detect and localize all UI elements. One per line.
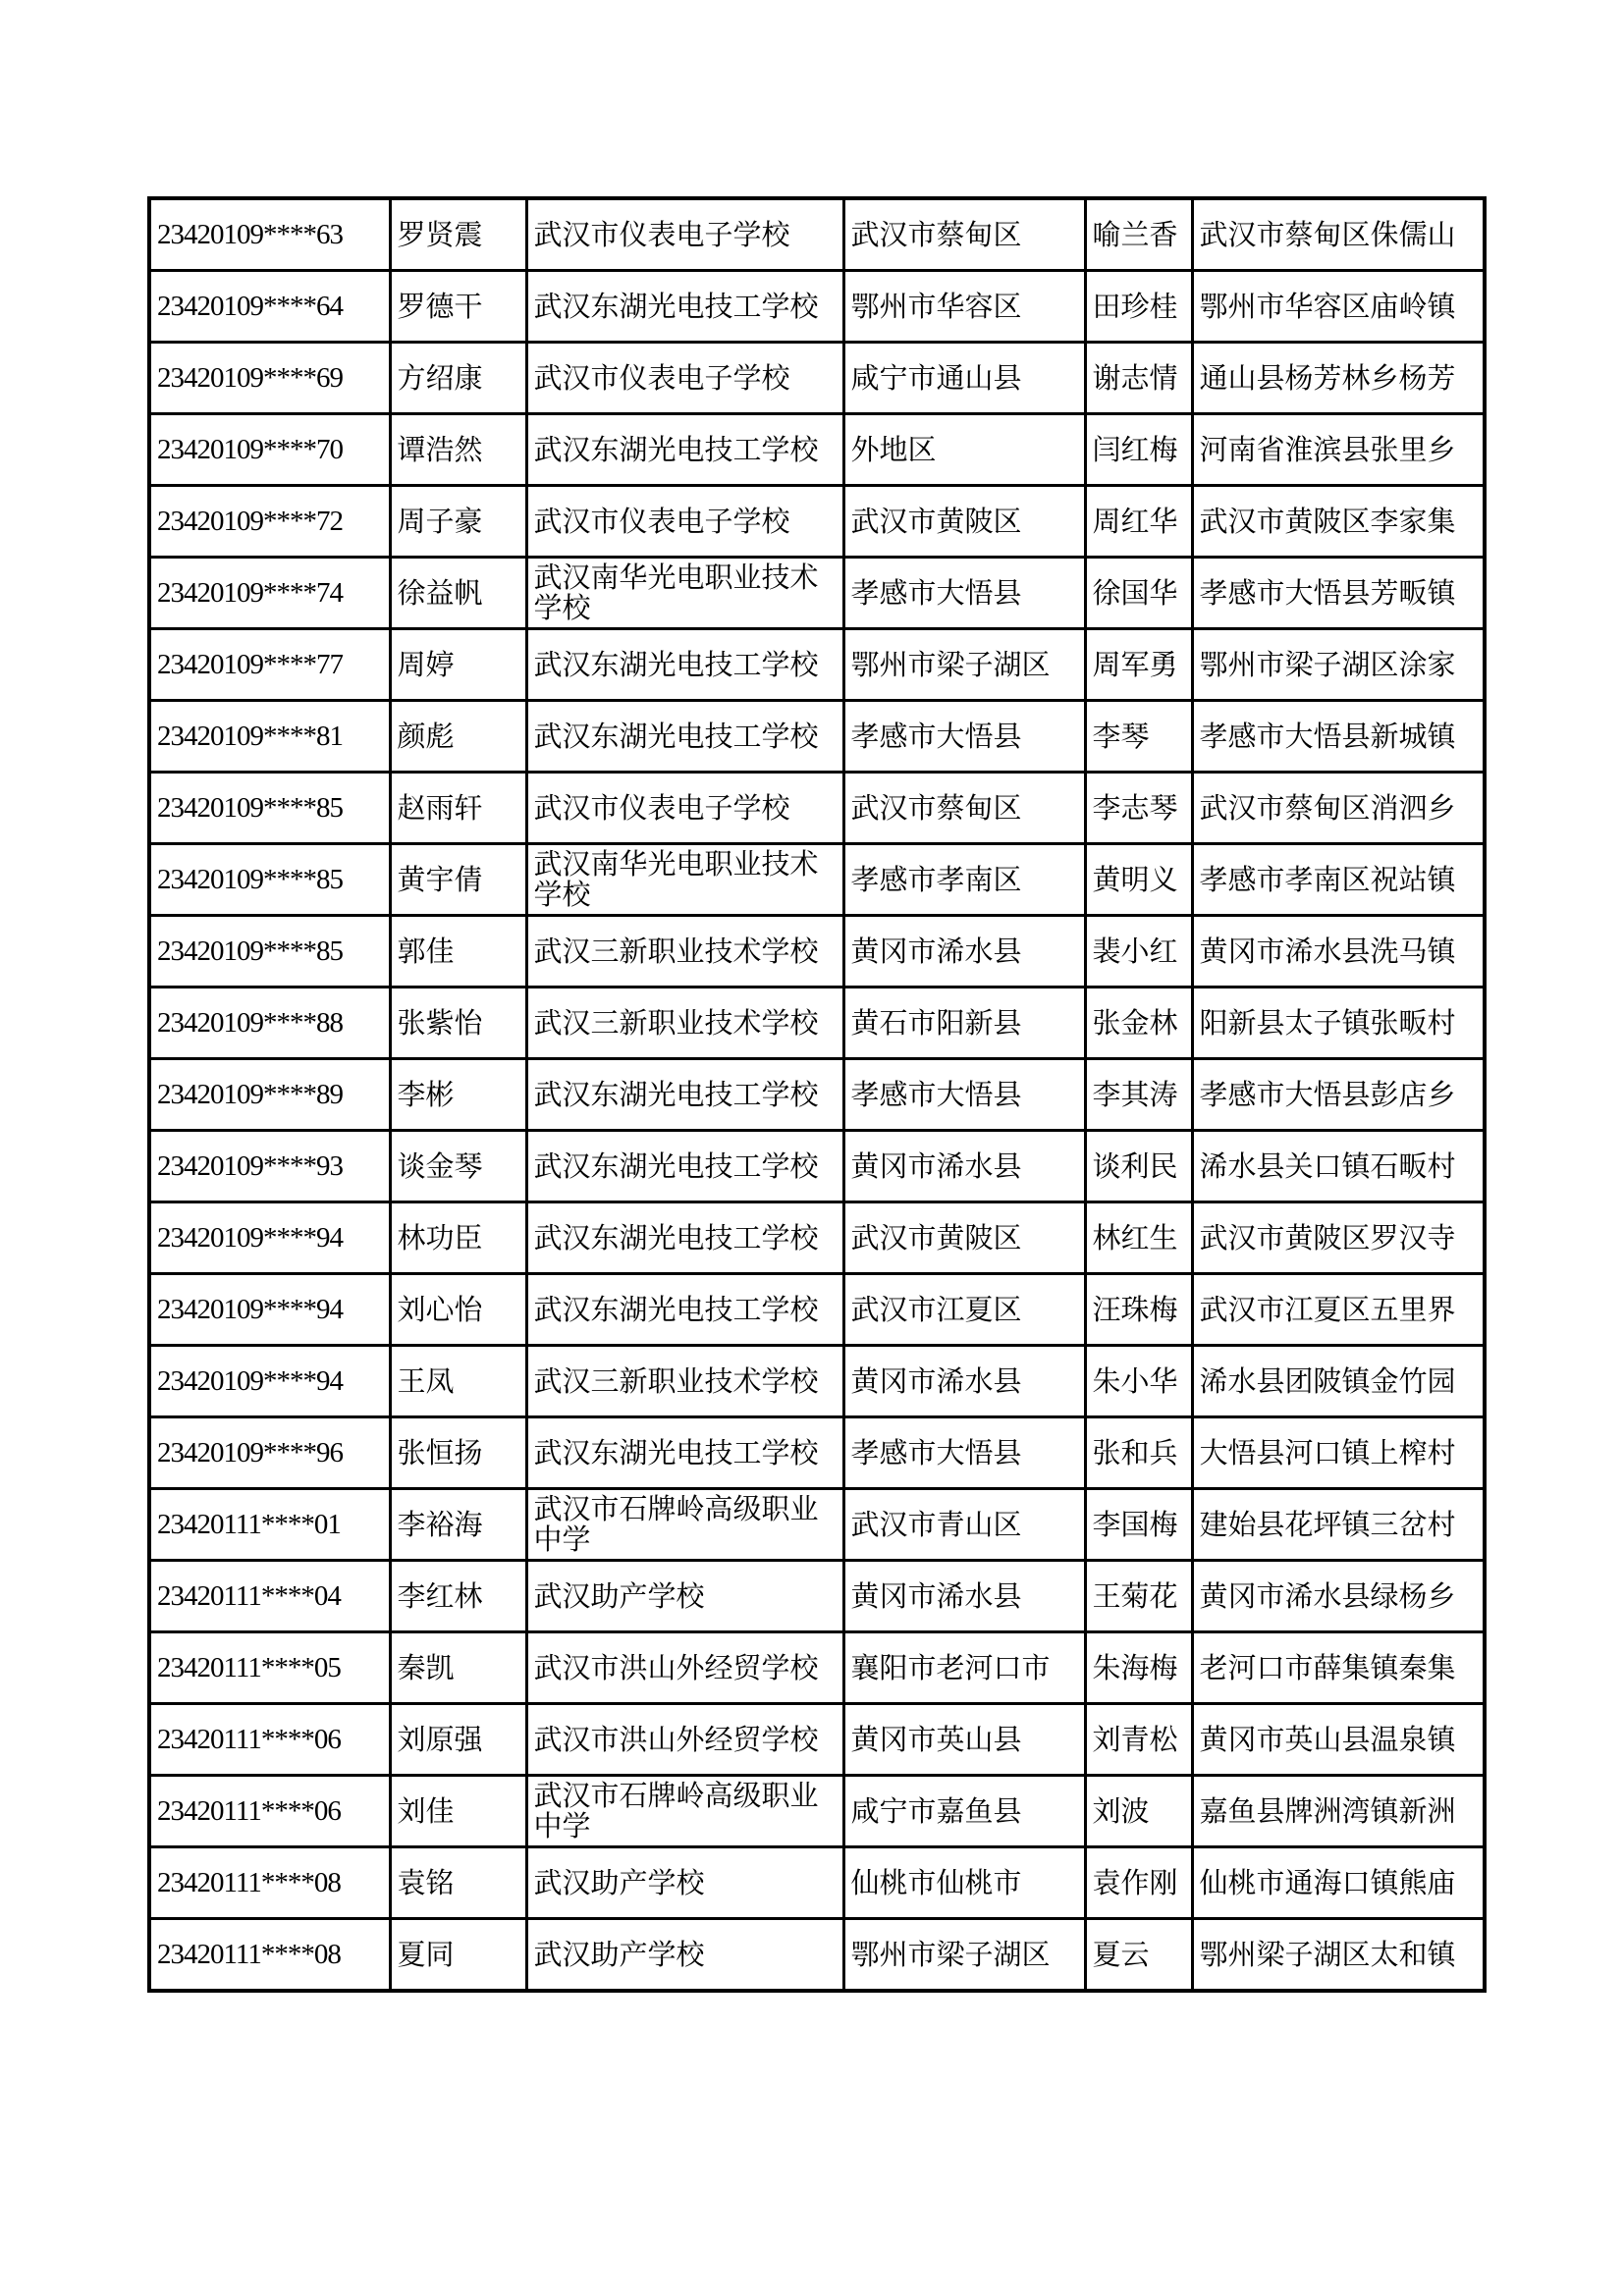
student-id-cell: 23420109****85 xyxy=(149,916,390,988)
table-row xyxy=(149,198,1485,271)
region-cell: 孝感市大悟县 xyxy=(843,1059,1085,1131)
address-cell: 鄂州市梁子湖区涂家 xyxy=(1192,629,1485,701)
student-name-cell: 颜彪 xyxy=(390,701,526,773)
guardian-name-cell: 徐国华 xyxy=(1085,558,1192,629)
student-id-cell: 23420109****85 xyxy=(149,773,390,844)
address-cell: 大悟县河口镇上榨村 xyxy=(1192,1417,1485,1489)
region-cell: 咸宁市通山县 xyxy=(843,343,1085,414)
region-cell: 襄阳市老河口市 xyxy=(843,1632,1085,1704)
guardian-name-cell: 张金林 xyxy=(1085,988,1192,1059)
table-row xyxy=(149,1704,1485,1776)
student-id-cell: 23420109****77 xyxy=(149,629,390,701)
student-id-cell: 23420109****94 xyxy=(149,1202,390,1274)
school-cell: 武汉三新职业技术学校 xyxy=(526,1346,843,1417)
address-cell: 通山县杨芳林乡杨芳 xyxy=(1192,343,1485,414)
school-cell: 武汉东湖光电技工学校 xyxy=(526,271,843,343)
guardian-name-cell: 王菊花 xyxy=(1085,1561,1192,1632)
student-name-cell: 张恒扬 xyxy=(390,1417,526,1489)
guardian-name-cell: 黄明义 xyxy=(1085,844,1192,916)
student-name-cell: 周婷 xyxy=(390,629,526,701)
address-cell: 建始县花坪镇三岔村 xyxy=(1192,1489,1485,1561)
region-cell: 武汉市青山区 xyxy=(843,1489,1085,1561)
student-id-cell: 23420111****04 xyxy=(149,1561,390,1632)
address-cell: 河南省淮滨县张里乡 xyxy=(1192,414,1485,486)
region-cell: 鄂州市梁子湖区 xyxy=(843,1919,1085,1992)
region-cell: 鄂州市梁子湖区 xyxy=(843,629,1085,701)
student-id-cell: 23420109****64 xyxy=(149,271,390,343)
guardian-name-cell: 李其涛 xyxy=(1085,1059,1192,1131)
student-name-cell: 罗贤震 xyxy=(390,198,526,271)
address-cell: 鄂州梁子湖区太和镇 xyxy=(1192,1919,1485,1992)
guardian-name-cell: 李国梅 xyxy=(1085,1489,1192,1561)
region-cell: 黄冈市英山县 xyxy=(843,1704,1085,1776)
table-row xyxy=(149,1131,1485,1202)
school-cell: 武汉东湖光电技工学校 xyxy=(526,1059,843,1131)
table-row xyxy=(149,558,1485,629)
student-name-cell: 李彬 xyxy=(390,1059,526,1131)
student-name-cell: 徐益帆 xyxy=(390,558,526,629)
region-cell: 武汉市江夏区 xyxy=(843,1274,1085,1346)
school-cell: 武汉东湖光电技工学校 xyxy=(526,1417,843,1489)
school-cell: 武汉市仪表电子学校 xyxy=(526,198,843,271)
table-row xyxy=(149,343,1485,414)
guardian-name-cell: 谢志情 xyxy=(1085,343,1192,414)
school-cell: 武汉东湖光电技工学校 xyxy=(526,1202,843,1274)
table-row xyxy=(149,271,1485,343)
student-id-cell: 23420109****72 xyxy=(149,486,390,558)
guardian-name-cell: 张和兵 xyxy=(1085,1417,1192,1489)
student-id-cell: 23420109****93 xyxy=(149,1131,390,1202)
address-cell: 浠水县团陂镇金竹园 xyxy=(1192,1346,1485,1417)
student-id-cell: 23420109****94 xyxy=(149,1274,390,1346)
student-name-cell: 黄宇倩 xyxy=(390,844,526,916)
address-cell: 仙桃市通海口镇熊庙 xyxy=(1192,1847,1485,1919)
table-body xyxy=(149,198,1485,1991)
school-cell: 武汉南华光电职业技术学校 xyxy=(526,558,843,629)
student-name-cell: 谭浩然 xyxy=(390,414,526,486)
student-name-cell: 林功臣 xyxy=(390,1202,526,1274)
table-row xyxy=(149,916,1485,988)
student-id-cell: 23420109****74 xyxy=(149,558,390,629)
student-id-cell: 23420111****08 xyxy=(149,1919,390,1992)
table-row xyxy=(149,1561,1485,1632)
address-cell: 武汉市黄陂区李家集 xyxy=(1192,486,1485,558)
address-cell: 浠水县关口镇石畈村 xyxy=(1192,1131,1485,1202)
school-cell: 武汉东湖光电技工学校 xyxy=(526,629,843,701)
table-row xyxy=(149,414,1485,486)
table-row xyxy=(149,1776,1485,1847)
region-cell: 武汉市黄陂区 xyxy=(843,486,1085,558)
address-cell: 嘉鱼县牌洲湾镇新洲 xyxy=(1192,1776,1485,1847)
table-row xyxy=(149,629,1485,701)
student-name-cell: 谈金琴 xyxy=(390,1131,526,1202)
address-cell: 孝感市大悟县彭店乡 xyxy=(1192,1059,1485,1131)
student-name-cell: 周子豪 xyxy=(390,486,526,558)
table-row xyxy=(149,1489,1485,1561)
guardian-name-cell: 田珍桂 xyxy=(1085,271,1192,343)
student-name-cell: 秦凯 xyxy=(390,1632,526,1704)
school-cell: 武汉市仪表电子学校 xyxy=(526,343,843,414)
region-cell: 黄冈市浠水县 xyxy=(843,1131,1085,1202)
address-cell: 黄冈市浠水县绿杨乡 xyxy=(1192,1561,1485,1632)
address-cell: 老河口市薛集镇秦集 xyxy=(1192,1632,1485,1704)
student-table xyxy=(147,196,1487,1993)
student-name-cell: 袁铭 xyxy=(390,1847,526,1919)
table-row xyxy=(149,1274,1485,1346)
student-id-cell: 23420109****88 xyxy=(149,988,390,1059)
guardian-name-cell: 裴小红 xyxy=(1085,916,1192,988)
school-cell: 武汉市洪山外经贸学校 xyxy=(526,1632,843,1704)
guardian-name-cell: 林红生 xyxy=(1085,1202,1192,1274)
region-cell: 孝感市大悟县 xyxy=(843,701,1085,773)
region-cell: 黄冈市浠水县 xyxy=(843,1346,1085,1417)
student-name-cell: 李裕海 xyxy=(390,1489,526,1561)
region-cell: 仙桃市仙桃市 xyxy=(843,1847,1085,1919)
region-cell: 黄石市阳新县 xyxy=(843,988,1085,1059)
region-cell: 孝感市孝南区 xyxy=(843,844,1085,916)
school-cell: 武汉东湖光电技工学校 xyxy=(526,1131,843,1202)
student-id-cell: 23420109****63 xyxy=(149,198,390,271)
student-name-cell: 罗德干 xyxy=(390,271,526,343)
student-name-cell: 王凤 xyxy=(390,1346,526,1417)
address-cell: 孝感市孝南区祝站镇 xyxy=(1192,844,1485,916)
school-cell: 武汉东湖光电技工学校 xyxy=(526,1274,843,1346)
student-name-cell: 刘佳 xyxy=(390,1776,526,1847)
address-cell: 武汉市黄陂区罗汉寺 xyxy=(1192,1202,1485,1274)
student-id-cell: 23420109****81 xyxy=(149,701,390,773)
school-cell: 武汉市仪表电子学校 xyxy=(526,486,843,558)
region-cell: 黄冈市浠水县 xyxy=(843,1561,1085,1632)
student-name-cell: 刘原强 xyxy=(390,1704,526,1776)
student-id-cell: 23420109****89 xyxy=(149,1059,390,1131)
address-cell: 黄冈市浠水县洗马镇 xyxy=(1192,916,1485,988)
student-id-cell: 23420111****06 xyxy=(149,1704,390,1776)
guardian-name-cell: 袁作刚 xyxy=(1085,1847,1192,1919)
region-cell: 黄冈市浠水县 xyxy=(843,916,1085,988)
school-cell: 武汉三新职业技术学校 xyxy=(526,916,843,988)
student-id-cell: 23420109****70 xyxy=(149,414,390,486)
guardian-name-cell: 朱小华 xyxy=(1085,1346,1192,1417)
guardian-name-cell: 刘波 xyxy=(1085,1776,1192,1847)
address-cell: 孝感市大悟县芳畈镇 xyxy=(1192,558,1485,629)
guardian-name-cell: 夏云 xyxy=(1085,1919,1192,1992)
region-cell: 武汉市黄陂区 xyxy=(843,1202,1085,1274)
address-cell: 武汉市江夏区五里界 xyxy=(1192,1274,1485,1346)
table-row xyxy=(149,773,1485,844)
guardian-name-cell: 李琴 xyxy=(1085,701,1192,773)
school-cell: 武汉助产学校 xyxy=(526,1847,843,1919)
table-row xyxy=(149,1202,1485,1274)
table-row xyxy=(149,1346,1485,1417)
guardian-name-cell: 朱海梅 xyxy=(1085,1632,1192,1704)
region-cell: 武汉市蔡甸区 xyxy=(843,198,1085,271)
table-row xyxy=(149,701,1485,773)
student-id-cell: 23420111****05 xyxy=(149,1632,390,1704)
region-cell: 咸宁市嘉鱼县 xyxy=(843,1776,1085,1847)
address-cell: 黄冈市英山县温泉镇 xyxy=(1192,1704,1485,1776)
school-cell: 武汉东湖光电技工学校 xyxy=(526,414,843,486)
student-id-cell: 23420111****08 xyxy=(149,1847,390,1919)
guardian-name-cell: 周军勇 xyxy=(1085,629,1192,701)
region-cell: 孝感市大悟县 xyxy=(843,558,1085,629)
table-row xyxy=(149,844,1485,916)
region-cell: 武汉市蔡甸区 xyxy=(843,773,1085,844)
student-name-cell: 夏同 xyxy=(390,1919,526,1992)
student-id-cell: 23420109****94 xyxy=(149,1346,390,1417)
school-cell: 武汉市洪山外经贸学校 xyxy=(526,1704,843,1776)
address-cell: 孝感市大悟县新城镇 xyxy=(1192,701,1485,773)
school-cell: 武汉市仪表电子学校 xyxy=(526,773,843,844)
region-cell: 鄂州市华容区 xyxy=(843,271,1085,343)
guardian-name-cell: 李志琴 xyxy=(1085,773,1192,844)
student-name-cell: 郭佳 xyxy=(390,916,526,988)
student-id-cell: 23420109****96 xyxy=(149,1417,390,1489)
address-cell: 武汉市蔡甸区侏儒山 xyxy=(1192,198,1485,271)
school-cell: 武汉助产学校 xyxy=(526,1561,843,1632)
student-name-cell: 李红林 xyxy=(390,1561,526,1632)
student-name-cell: 张紫怡 xyxy=(390,988,526,1059)
address-cell: 鄂州市华容区庙岭镇 xyxy=(1192,271,1485,343)
student-id-cell: 23420109****69 xyxy=(149,343,390,414)
address-cell: 武汉市蔡甸区消泗乡 xyxy=(1192,773,1485,844)
school-cell: 武汉东湖光电技工学校 xyxy=(526,701,843,773)
student-id-cell: 23420109****85 xyxy=(149,844,390,916)
table-row xyxy=(149,486,1485,558)
school-cell: 武汉助产学校 xyxy=(526,1919,843,1992)
student-name-cell: 刘心怡 xyxy=(390,1274,526,1346)
guardian-name-cell: 刘青松 xyxy=(1085,1704,1192,1776)
region-cell: 外地区 xyxy=(843,414,1085,486)
table-row xyxy=(149,1059,1485,1131)
table-row xyxy=(149,1847,1485,1919)
school-cell: 武汉市石牌岭高级职业中学 xyxy=(526,1489,843,1561)
table-row xyxy=(149,1417,1485,1489)
guardian-name-cell: 汪珠梅 xyxy=(1085,1274,1192,1346)
school-cell: 武汉市石牌岭高级职业中学 xyxy=(526,1776,843,1847)
table-row xyxy=(149,988,1485,1059)
school-cell: 武汉三新职业技术学校 xyxy=(526,988,843,1059)
school-cell: 武汉南华光电职业技术学校 xyxy=(526,844,843,916)
guardian-name-cell: 喻兰香 xyxy=(1085,198,1192,271)
table-row xyxy=(149,1919,1485,1992)
table-row xyxy=(149,1632,1485,1704)
student-id-cell: 23420111****06 xyxy=(149,1776,390,1847)
student-id-cell: 23420111****01 xyxy=(149,1489,390,1561)
guardian-name-cell: 闫红梅 xyxy=(1085,414,1192,486)
region-cell: 孝感市大悟县 xyxy=(843,1417,1085,1489)
student-name-cell: 方绍康 xyxy=(390,343,526,414)
student-name-cell: 赵雨轩 xyxy=(390,773,526,844)
guardian-name-cell: 谈利民 xyxy=(1085,1131,1192,1202)
address-cell: 阳新县太子镇张畈村 xyxy=(1192,988,1485,1059)
guardian-name-cell: 周红华 xyxy=(1085,486,1192,558)
